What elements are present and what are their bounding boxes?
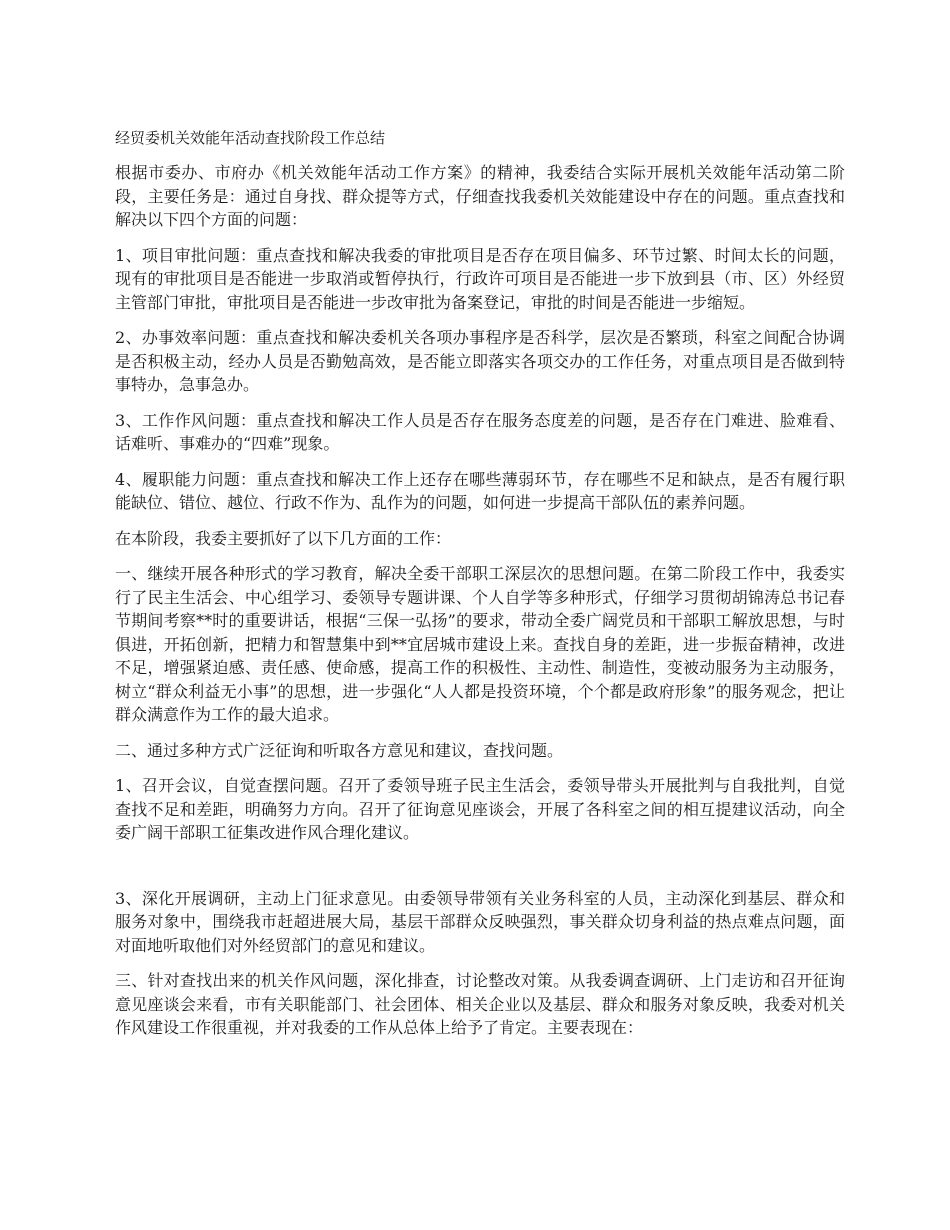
paragraph-item-3: 3、工作作风问题：重点查找和解决工作人员是否存在服务态度差的问题，是否存在门难进、脸难看、话难听、事难办的“四难”现象。 [115, 410, 845, 453]
paragraph-section-2: 二、通过多种方式广泛征询和听取各方意见和建议，查找问题。 [115, 740, 564, 760]
paragraph-intro: 根据市委办、市府办《机关效能年活动工作方案》的精神，我委结合实际开展机关效能年活动第二阶段，主要任务是：通过自身找、群众提等方式，仔细查找我委机关效能建设中存在的问题。重点查找和解决以下四个方面的问题： [115, 163, 845, 229]
paragraph-section-2-item-3: 3、深化开展调研，主动上门征求意见。由委领导带领有关业务科室的人员，主动深化到基层、群众和服务对象中，围绕我市赶超进展大局，基层干部群众反映强烈，事关群众切身利益的热点难点问题，面对面地听取他们对外经贸部门的意见和建议。 [115, 888, 845, 955]
document-page [115, 128, 845, 1052]
document-title: 经贸委机关效能年活动查找阶段工作总结 [115, 129, 386, 147]
paragraph-item-2: 2、办事效率问题：重点查找和解决委机关各项办事程序是否科学，层次是否繁琐，科室之间配合协调是否积极主动，经办人员是否勤勉高效，是否能立即落实各项交办的工作任务，对重点项目是否做到特事特办，急事急办。 [115, 328, 845, 394]
paragraph-section-3: 三、针对查找出来的机关作风问题，深化排查，讨论整改对策。从我委调查调研、上门走访和召开征询意见座谈会来看，市有关职能部门、社会团体、相关企业以及基层、群众和服务对象反映，我委对机关作风建设工作很重视，并对我委的工作从总体上给予了肯定。主要表现在： [115, 971, 845, 1037]
paragraph-stage-intro: 在本阶段，我委主要抓好了以下几方面的工作： [115, 528, 452, 548]
blank-gap [115, 857, 845, 887]
paragraph-section-1: 一、继续开展各种形式的学习教育，解决全委干部职工深层次的思想问题。在第二阶段工作中，我委实行了民主生活会、中心组学习、委领导专题讲课、个人自学等多种形式，仔细学习贯彻胡锦涛总书记春节期间考察**时的重要讲话，根据“三保一弘扬”的要求，带动全委广阔党员和干部职工解放思想，与时俱进，开拓创新，把精力和智慧集中到**宜居城市建设上来。查找自身的差距，进一步振奋精神，改进不足，增强紧迫感、责任感、使命感，提高工作的积极性、主动性、制造性，变被动服务为主动服务，树立“群众利益无小事”的思想，进一步强化“人人都是投资环境，个个都是政府形象”的服务观念，把让群众满意作为工作的最大追求。 [115, 564, 845, 724]
paragraph-section-2-item-1: 1、召开会议，自觉查摆问题。召开了委领导班子民主生活会，委领导带头开展批判与自我批判，自觉查找不足和差距，明确努力方向。召开了征询意见座谈会，开展了各科室之间的相互提建议活动，向全委广阔干部职工征集改进作风合理化建议。 [115, 776, 845, 842]
paragraph-item-1: 1、项目审批问题：重点查找和解决我委的审批项目是否存在项目偏多、环节过繁、时间太长的问题，现有的审批项目是否能进一步取消或暂停执行，行政许可项目是否能进一步下放到县（市、区）外经贸主管部门审批，审批项目是否能进一步改审批为备案登记，审批的时间是否能进一步缩短。 [115, 245, 845, 312]
paragraph-item-4: 4、履职能力问题：重点查找和解决工作上还存在哪些薄弱环节，存在哪些不足和缺点，是否有履行职能缺位、错位、越位、行政不作为、乱作为的问题，如何进一步提高干部队伍的素养问题。 [115, 469, 845, 512]
